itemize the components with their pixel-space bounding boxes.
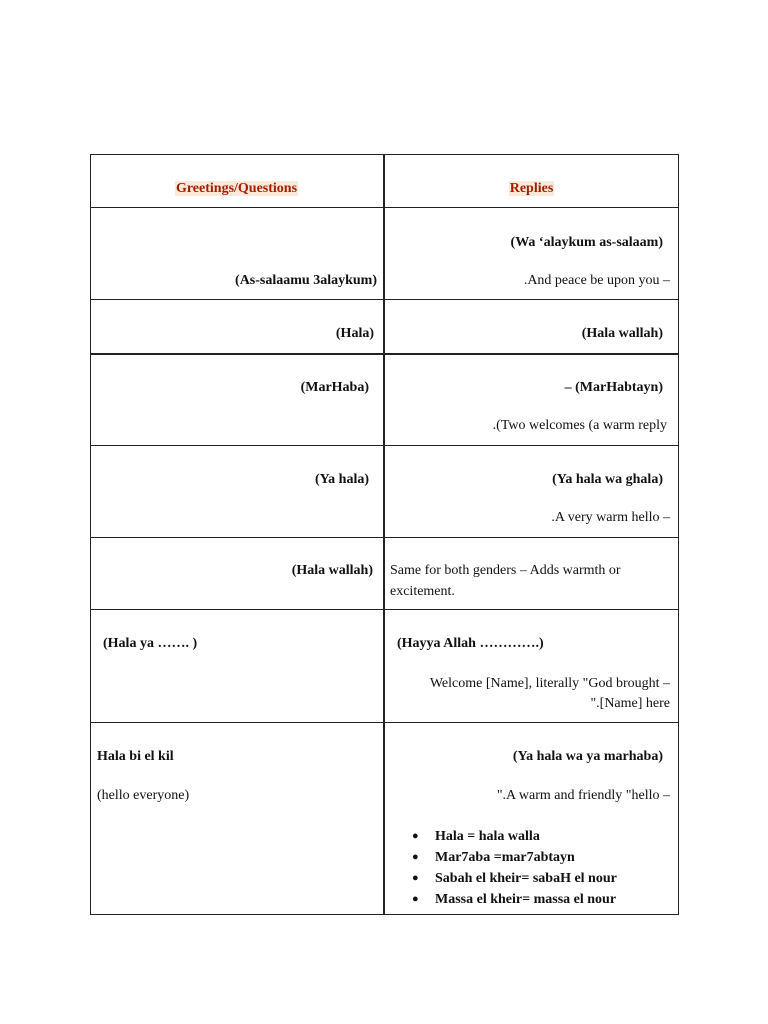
header-replies: Replies (509, 181, 554, 196)
column-divider (383, 154, 385, 915)
greeting-text: (Hala ya ……. ) (103, 636, 198, 651)
list-item: ● Hala = hala walla (412, 826, 617, 847)
reply-note: .(Two welcomes (a warm reply (492, 418, 667, 433)
reply-note: .A very warm hello – (551, 510, 670, 525)
list-item: ● Massa el kheir= massa el nour (412, 889, 617, 910)
greetings-table (90, 154, 678, 915)
greeting-pairs-list (412, 826, 617, 910)
greeting-text: (Ya hala) (314, 472, 369, 487)
list-item: ● Mar7aba =mar7abtayn (412, 847, 617, 868)
greeting-text: (Hala) (335, 326, 374, 341)
reply-text: (Ya hala wa ghala) (552, 472, 663, 487)
greeting-text: (MarHaba) (300, 380, 369, 395)
table-border-right (678, 154, 679, 915)
greeting-text: Hala bi el kil (97, 749, 174, 764)
reply-text: – (MarHabtayn) (564, 380, 663, 395)
reply-note: ".A warm and friendly "hello – (496, 788, 670, 803)
greeting-note: (hello everyone) (97, 788, 190, 803)
reply-text: (Ya hala wa ya marhaba) (512, 749, 663, 764)
reply-text: (Hayya Allah ………….) (397, 636, 544, 651)
header-greetings: Greetings/Questions (175, 181, 298, 196)
greeting-text: (Hala wallah) (291, 563, 373, 578)
reply-text: (Hala wallah) (581, 326, 663, 341)
greeting-text: (As-salaamu 3alaykum) (235, 273, 377, 288)
reply-line: excitement. (390, 584, 455, 599)
reply-line: Welcome [Name], literally "God brought – (429, 676, 670, 691)
table-border-left (90, 154, 91, 915)
reply-text: (Wa ‘alaykum as-salaam) (510, 235, 663, 250)
reply-note: .And peace be upon you – (523, 273, 670, 288)
header-replies-cell (385, 180, 678, 198)
reply-line: Same for both genders – Adds warmth or (390, 563, 621, 578)
reply-line: ".[Name] here (590, 696, 670, 711)
list-item: ● Sabah el kheir= sabaH el nour (412, 868, 617, 889)
header-greetings-cell (90, 180, 383, 198)
